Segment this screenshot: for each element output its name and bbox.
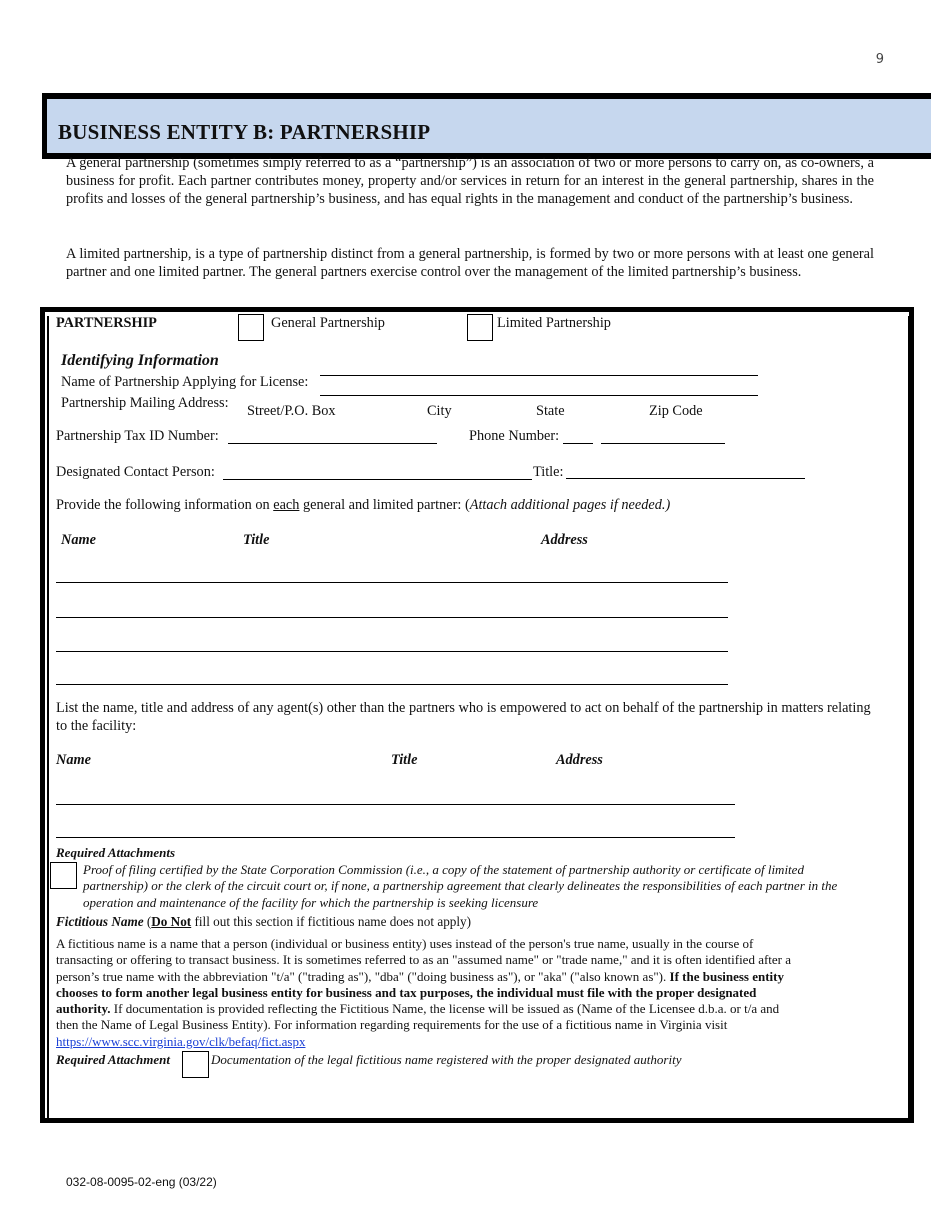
contact-title-input[interactable] <box>566 478 805 479</box>
fictitious-name-description <box>56 936 798 1050</box>
partnership-name-label: Name of Partnership Applying for License: <box>61 374 309 390</box>
partners-instruction <box>56 497 670 514</box>
agent-col-title: Title <box>391 752 418 768</box>
partner-row-line[interactable] <box>56 651 728 652</box>
agent-row-line[interactable] <box>56 837 735 838</box>
fictitious-doc-checkbox[interactable] <box>182 1051 209 1078</box>
partners-col-name: Name <box>61 532 96 548</box>
general-partnership-checkbox[interactable] <box>238 314 264 341</box>
phone-area-input[interactable] <box>563 443 593 444</box>
contact-person-input[interactable] <box>223 479 532 480</box>
general-partnership-label: General Partnership <box>271 315 385 331</box>
page-number: 9 <box>875 52 884 67</box>
instr-pre: Provide the following information on <box>56 497 274 513</box>
identifying-info-heading: Identifying Information <box>61 352 219 369</box>
phone-number-input[interactable] <box>601 443 725 444</box>
partner-row-line[interactable] <box>56 582 728 583</box>
agent-col-address: Address <box>556 752 603 768</box>
contact-person-label: Designated Contact Person: <box>56 464 215 480</box>
contact-title-label: Title: <box>533 464 564 480</box>
fict-heading-label: Fictitious Name <box>56 914 144 929</box>
required-attachments-heading: Required Attachments <box>56 845 176 860</box>
fictitious-doc-text: Documentation of the legal fictitious name registered with the proper designated authority <box>211 1052 682 1067</box>
zip-caption: Zip Code <box>649 403 703 419</box>
fict-p1: A fictitious name is a name that a person (individual or business entity) uses instead of the person's true name, usually in the course of transacting or offering to transact business. It is sometimes referred to as an "assumed name" or "trade name," and it is often identified after a person’s true name with the abbreviation "t/a" ("trading as"), "dba" ("doing business as"), or "aka" ("also known as"). <box>56 936 792 984</box>
fict-bold: If the business entity chooses to form another legal business entity for business and tax purposes, the individual must file with the proper designated authority. <box>56 968 785 1017</box>
agent-col-name: Name <box>56 752 91 768</box>
tax-id-input[interactable] <box>228 443 437 444</box>
tax-id-label: Partnership Tax ID Number: <box>56 428 219 444</box>
fict-p2: If documentation is provided reflecting the Fictitious Name, the license will be issued as (Name of the Licensee d.b.a. or t/a and then the Name of Legal Business Entity). For information regarding requirements for the use of a fictitious name in Virginia visit <box>56 1001 780 1033</box>
mailing-address-label: Partnership Mailing Address: <box>61 395 229 411</box>
instr-italic: Attach additional pages if needed.) <box>469 497 671 513</box>
state-caption: State <box>536 403 565 419</box>
partnership-name-input[interactable] <box>320 375 758 376</box>
mailing-address-input[interactable] <box>320 395 758 396</box>
city-caption: City <box>427 403 452 419</box>
limited-partnership-label: Limited Partnership <box>497 315 611 331</box>
frame-inner-right <box>908 316 910 1118</box>
instr-each: each <box>273 497 300 513</box>
phone-label: Phone Number: <box>469 428 560 444</box>
limited-partnership-checkbox[interactable] <box>467 314 493 341</box>
fict-tail: fill out this section if fictitious name does not apply) <box>191 914 472 929</box>
partner-row-line[interactable] <box>56 684 728 685</box>
intro-paragraph-general: A general partnership (sometimes simply referred to as a “partnership”) is an association of two or more persons to carry on, as co-owners, a business for profit. Each partner contributes money, property and/or services in return for an interest in the general partnership, shares in the profits and losses of the general partnership’s business, and has equal rights in the management and conduct of the partnership’s business. <box>66 155 874 207</box>
agent-row-line[interactable] <box>56 804 735 805</box>
intro-paragraph-limited: A limited partnership, is a type of partnership distinct from a general partnership, is formed by two or more persons with at least one general partner and one limited partner. The general partners exercise control over the management of the limited partnership’s business. <box>66 246 874 280</box>
proof-of-filing-text <box>79 862 871 911</box>
partner-row-line[interactable] <box>56 617 728 618</box>
proof-of-filing-checkbox[interactable] <box>50 862 77 889</box>
form-code: 032-08-0095-02-eng (03/22) <box>66 1175 217 1189</box>
frame-inner-left <box>47 316 49 1118</box>
required-attachment-label: Required Attachment <box>56 1052 170 1067</box>
fict-do-not: Do Not <box>151 914 192 929</box>
street-caption: Street/P.O. Box <box>247 403 336 419</box>
partners-col-address: Address <box>541 532 588 548</box>
section-title: BUSINESS ENTITY B: PARTNERSHIP <box>58 120 431 144</box>
partners-col-title: Title <box>243 532 270 548</box>
fictitious-name-heading: Fictitious Name (Do Not fill out this section if fictitious name does not apply) <box>56 914 472 929</box>
partnership-label: PARTNERSHIP <box>56 315 157 331</box>
proof-of-filing-label: Proof of filing certified by the State Corporation Commission (i.e., a copy of the statement of partnership authority or certificate of limited partnership) or the clerk of the circuit court or, if none, a partnership agreement that clearly delineates the responsibilities of each partner in the operation and maintenance of the facility for which the partnership is seeking licensure <box>83 862 838 910</box>
instr-mid: general and limited partner: ( <box>299 497 470 513</box>
agent-instruction: List the name, title and address of any agent(s) other than the partners who is empowered to act on behalf of the partnership in matters relating to the facility: <box>56 700 871 734</box>
fictitious-name-link[interactable]: https://www.scc.virginia.gov/clk/befaq/fict.aspx <box>56 1033 306 1049</box>
